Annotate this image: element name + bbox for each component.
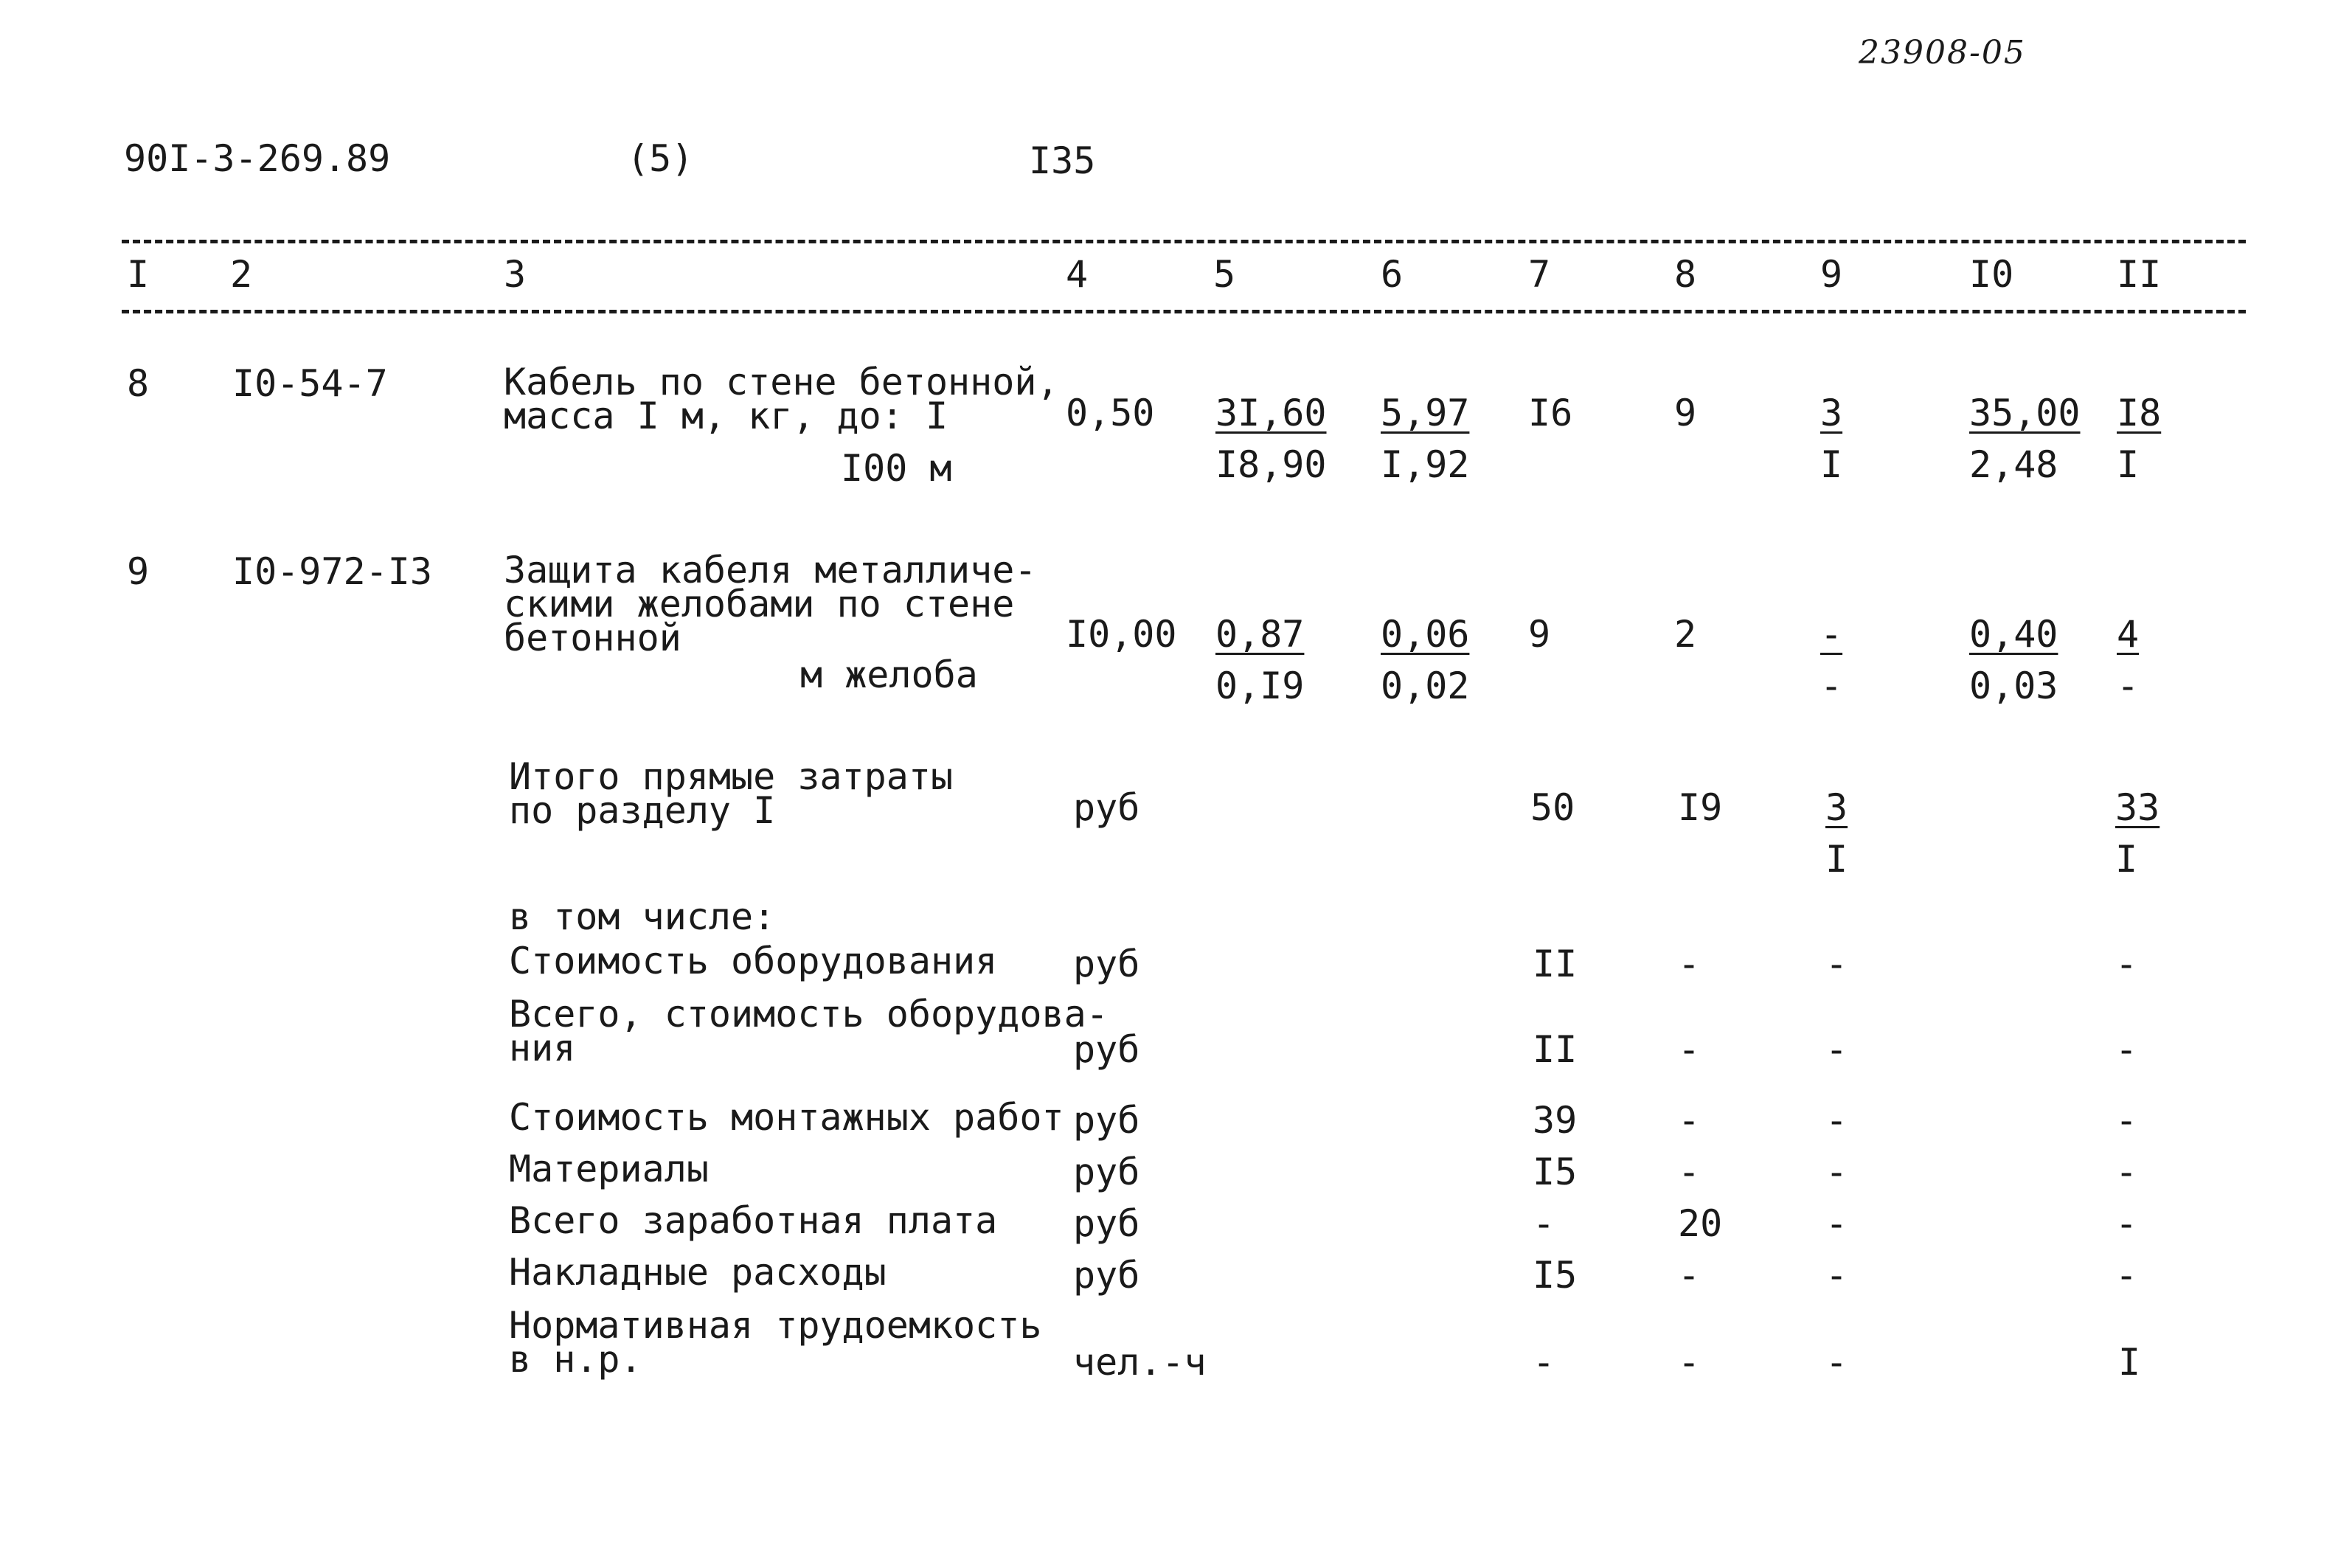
summary-label: Накладные расходы [509, 1251, 887, 1294]
unit-cost-machine-wages: I,92 [1381, 443, 1470, 486]
total-label: Итого прямые затраты по разделу I [509, 755, 954, 832]
summary-c7: I5 [1533, 1254, 1578, 1297]
labor-total-machinists: - [2117, 665, 2140, 707]
labor-total-machinists: I [2117, 443, 2140, 486]
summary-label: Всего, стоимость оборудова- ния [509, 993, 1109, 1069]
col-header-11: II [2117, 253, 2162, 296]
summary-c8: - [1678, 1028, 1701, 1071]
quantity: 0,50 [1066, 392, 1155, 434]
summary-c7: - [1533, 1341, 1555, 1384]
norm-code: I0-972-I3 [232, 550, 432, 593]
col-header-5: 5 [1213, 253, 1236, 296]
measure-unit: м желоба [800, 653, 978, 696]
summary-label: Стоимость монтажных работ [509, 1096, 1064, 1139]
unit-cost-wages: 0,I9 [1215, 665, 1305, 707]
total-cost: 50 [1530, 786, 1575, 829]
work-description: Кабель по стене бетонной, масса I м, кг, до: I [504, 361, 1059, 437]
summary-c8: - [1678, 1099, 1701, 1142]
labor-total: I8 [2117, 392, 2162, 434]
measure-unit: I00 м [841, 447, 952, 490]
summary-c9: - [1825, 1151, 1848, 1193]
total-wages: I9 [1678, 786, 1723, 829]
total-cost: 9 [1528, 613, 1551, 656]
labor-unit: 0,40 [1969, 613, 2058, 656]
summary-c8: - [1678, 1341, 1701, 1384]
total-unit: руб [1073, 786, 1140, 829]
total-labor: 33 [2115, 786, 2160, 829]
unit-cost-machine-wages: 0,02 [1381, 665, 1470, 707]
summary-c8: - [1678, 943, 1701, 985]
summary-c7: - [1533, 1202, 1555, 1245]
unit-cost-machines: 5,97 [1381, 392, 1470, 434]
unit-cost-wages: I8,90 [1215, 443, 1327, 486]
total-machines: 3 [1820, 392, 1843, 434]
summary-unit: руб [1073, 1202, 1140, 1245]
total-machines: - [1820, 613, 1843, 656]
col-header-2: 2 [230, 253, 253, 296]
summary-c11: - [2115, 1254, 2138, 1297]
total-machine-wages: I [1825, 838, 1848, 881]
table-top-rule [122, 240, 2246, 243]
col-header-7: 7 [1528, 253, 1551, 296]
summary-c11: - [2115, 1151, 2138, 1193]
total-machines: 3 [1825, 786, 1848, 829]
summary-c11: I [2118, 1341, 2141, 1384]
summary-c7: 39 [1533, 1099, 1578, 1142]
unit-cost-total: 3I,60 [1215, 392, 1327, 434]
table-header-rule [122, 310, 2246, 313]
labor-unit-machinists: 0,03 [1969, 665, 2058, 707]
col-header-8: 8 [1674, 253, 1697, 296]
summary-c9: - [1825, 1202, 1848, 1245]
summary-c9: - [1825, 1254, 1848, 1297]
summary-unit: руб [1073, 943, 1140, 985]
summary-c11: - [2115, 943, 2138, 985]
summary-c9: - [1825, 1028, 1848, 1071]
summary-label: Материалы [509, 1148, 709, 1190]
sheet-part: (5) [627, 137, 694, 180]
summary-unit: чел.-ч [1073, 1341, 1207, 1384]
summary-c9: - [1825, 943, 1848, 985]
summary-c9: - [1825, 1341, 1848, 1384]
summary-unit: руб [1073, 1028, 1140, 1071]
total-wages: 9 [1674, 392, 1697, 434]
summary-c11: - [2115, 1202, 2138, 1245]
col-header-9: 9 [1820, 253, 1843, 296]
col-header-6: 6 [1381, 253, 1404, 296]
summary-c8: - [1678, 1151, 1701, 1193]
norm-code: I0-54-7 [232, 362, 388, 405]
unit-cost-total: 0,87 [1215, 613, 1305, 656]
summary-unit: руб [1073, 1099, 1140, 1142]
summary-label: Всего заработная плата [509, 1199, 998, 1242]
summary-c9: - [1825, 1099, 1848, 1142]
unit-cost-machines: 0,06 [1381, 613, 1470, 656]
row-number: 9 [127, 550, 150, 593]
labor-total: 4 [2117, 613, 2140, 656]
summary-c7: II [1533, 943, 1578, 985]
summary-label: Нормативная трудоемкость в н.р. [509, 1304, 1042, 1381]
labor-unit: 35,00 [1969, 392, 2081, 434]
total-wages: 2 [1674, 613, 1697, 656]
col-header-1: I [127, 253, 150, 296]
total-cost: I6 [1528, 392, 1573, 434]
summary-unit: руб [1073, 1254, 1140, 1297]
total-machine-wages: I [1820, 443, 1843, 486]
labor-unit-machinists: 2,48 [1969, 443, 2058, 486]
summary-c11: - [2115, 1099, 2138, 1142]
summary-label: Стоимость оборудования [509, 940, 998, 982]
col-header-4: 4 [1066, 253, 1089, 296]
stamp-number: 23908-05 [1859, 34, 2026, 72]
work-description: Защита кабеля металличе- скими желобами по стене бетонной [504, 549, 1037, 659]
summary-c8: - [1678, 1254, 1701, 1297]
including-label: в том числе: [509, 895, 776, 938]
total-machine-wages: - [1820, 665, 1843, 707]
summary-unit: руб [1073, 1151, 1140, 1193]
summary-c11: - [2115, 1028, 2138, 1071]
col-header-3: 3 [504, 253, 527, 296]
summary-c7: I5 [1533, 1151, 1578, 1193]
page-number: I35 [1029, 139, 1096, 182]
total-labor-machinists: I [2115, 838, 2138, 881]
document-code: 90I-3-269.89 [124, 137, 391, 180]
quantity: I0,00 [1066, 613, 1177, 656]
col-header-10: I0 [1969, 253, 2014, 296]
row-number: 8 [127, 362, 150, 405]
summary-c7: II [1533, 1028, 1578, 1071]
summary-c8: 20 [1678, 1202, 1723, 1245]
